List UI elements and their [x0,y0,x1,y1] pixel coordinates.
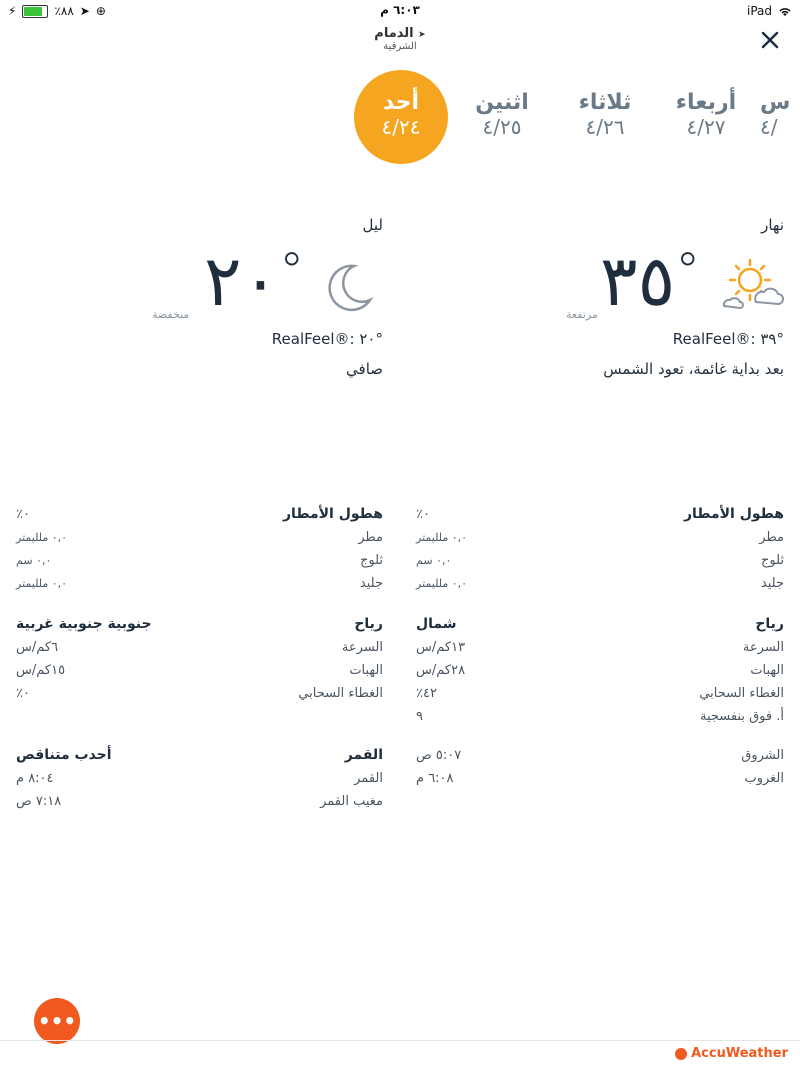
day-name: ثلاثاء [578,90,632,115]
charging-icon: ⚡ [8,4,17,18]
snow-label: ثلوج [760,553,784,568]
cloud-label: الغطاء السحابي [298,686,383,701]
rain-row [416,526,784,549]
more-options-button[interactable] [34,998,80,1044]
day-temp-value: ٣٥ [600,240,676,322]
wind-row [416,613,784,636]
moonset-row [16,790,383,813]
ice-label: جليد [760,576,784,591]
day-temp-note: مرتفعة [566,308,598,321]
sunrise-row [416,744,784,767]
brand-name: AccuWeather [691,1046,788,1061]
wind-direction: شمال [416,616,457,632]
sunset-row [416,767,784,790]
moonset-value: ٧:١٨ ص [16,794,62,809]
degree-symbol: ° [675,242,701,300]
cloud-value: ٠٪ [16,686,30,701]
close-icon[interactable] [758,28,782,52]
moon-icon [324,262,374,314]
moonrise-label: القمر [354,771,383,786]
gusts-value: ٢٨كم/س [416,663,466,678]
day-name: أربعاء [675,90,737,115]
night-temp-note: منخفضة [152,308,190,321]
snow-row [416,549,784,572]
day-selector [0,70,800,170]
day-tab-monday[interactable] [452,70,552,170]
sun-logo-icon [675,1048,687,1060]
night-details [16,503,383,813]
day-date: ٤/٢٥ [482,115,522,139]
speed-row [16,636,383,659]
speed-label: السرعة [341,640,383,655]
speed-value: ١٣كم/س [416,640,466,655]
uv-row [416,705,784,728]
rotation-lock-icon: ⊕ [95,4,106,18]
gusts-value: ١٥كم/س [16,663,66,678]
city-name: الدمام [374,26,414,41]
night-temp-value: ٢٠ [204,240,280,322]
battery-percent: ٪٨٨ [54,4,74,18]
day-tab-wednesday[interactable] [656,70,756,170]
sunset-label: الغروب [744,771,784,786]
status-bar [0,0,800,22]
precip-value: ٠٪ [16,507,30,522]
speed-row [416,636,784,659]
moon-phase: أحدب متناقص [16,747,112,763]
status-time: ٦:٠٣ م [380,3,420,17]
speed-label: السرعة [742,640,784,655]
gusts-label: الهبات [349,663,383,678]
gusts-label: الهبات [750,663,784,678]
moon-row [16,744,383,767]
uv-label: أ. فوق بنفسجية [699,709,784,724]
ice-row [416,572,784,595]
day-date: ٤/٢٧ [686,115,726,139]
night-realfeel: RealFeel®: ٢٠° [271,330,383,348]
day-tab-tuesday[interactable] [555,70,655,170]
wifi-icon [778,6,792,17]
day-tab-sunday[interactable] [354,70,448,164]
speed-value: ٦كم/س [16,640,59,655]
location-arrow-icon: ➤ [418,30,426,40]
sunset-value: ٦:٠٨ م [416,771,454,786]
day-name: س [760,90,791,115]
more-dots-icon: ••• [37,1009,77,1033]
day-date: ٤/ [760,115,778,139]
cloud-value: ٤٢٪ [416,686,437,701]
location-header[interactable] [0,26,800,52]
precip-row [416,503,784,526]
sunrise-label: الشروق [741,748,784,763]
precip-row [16,503,383,526]
wind-title: رياح [354,616,383,632]
day-phrase: بعد بداية غائمة، تعود الشمس [603,360,784,378]
cloud-row [16,682,383,705]
precip-value: ٠٪ [416,507,430,522]
degree-symbol: ° [279,242,305,300]
precip-title: هطول الأمطار [684,506,784,522]
snow-row [16,549,383,572]
day-name: أحد [382,90,420,115]
wind-direction: جنوبية جنوبية غربية [16,616,152,632]
night-header: ليل [362,216,383,234]
precip-title: هطول الأمطار [283,506,383,522]
day-date: ٤/٢٦ [585,115,625,139]
gusts-row [16,659,383,682]
moonrise-value: ٨:٠٤ م [16,771,54,786]
moonset-label: مغيب القمر [320,794,383,809]
ice-value: ٠,٠ ملليمتر [416,577,468,590]
wind-title: رياح [755,616,784,632]
uv-value: ٩ [416,709,423,724]
day-date: ٤/٢٤ [381,115,421,139]
cloud-label: الغطاء السحابي [699,686,784,701]
ice-label: جليد [359,576,383,591]
day-details [416,503,784,790]
ice-value: ٠,٠ ملليمتر [16,577,68,590]
accuweather-logo[interactable] [675,1046,788,1061]
day-realfeel: RealFeel®: ٣٩° [672,330,784,348]
status-right [747,4,792,18]
location-city [0,26,800,41]
moon-title: القمر [344,747,383,763]
day-tab-thursday[interactable] [760,70,800,170]
night-temperature [204,240,305,322]
rain-label: مطر [759,530,784,545]
wind-row [16,613,383,636]
rain-value: ٠,٠ ملليمتر [416,531,468,544]
sunrise-value: ٥:٠٧ ص [416,748,462,763]
cloud-row [416,682,784,705]
gusts-row [416,659,784,682]
rain-value: ٠,٠ ملليمتر [16,531,68,544]
moonrise-row [16,767,383,790]
partly-sunny-icon [720,256,784,312]
snow-value: ٠,٠ سم [16,554,52,567]
day-temperature [600,240,701,322]
snow-label: ثلوج [359,553,383,568]
location-region: الشرقية [383,41,417,52]
snow-value: ٠,٠ سم [416,554,452,567]
device-name: iPad [746,4,772,18]
ice-row [16,572,383,595]
day-name: اثنين [475,90,529,115]
rain-row [16,526,383,549]
night-phrase: صافي [346,360,383,378]
location-arrow-icon: ➤ [79,4,90,18]
day-header: نهار [761,216,784,234]
rain-label: مطر [358,530,383,545]
